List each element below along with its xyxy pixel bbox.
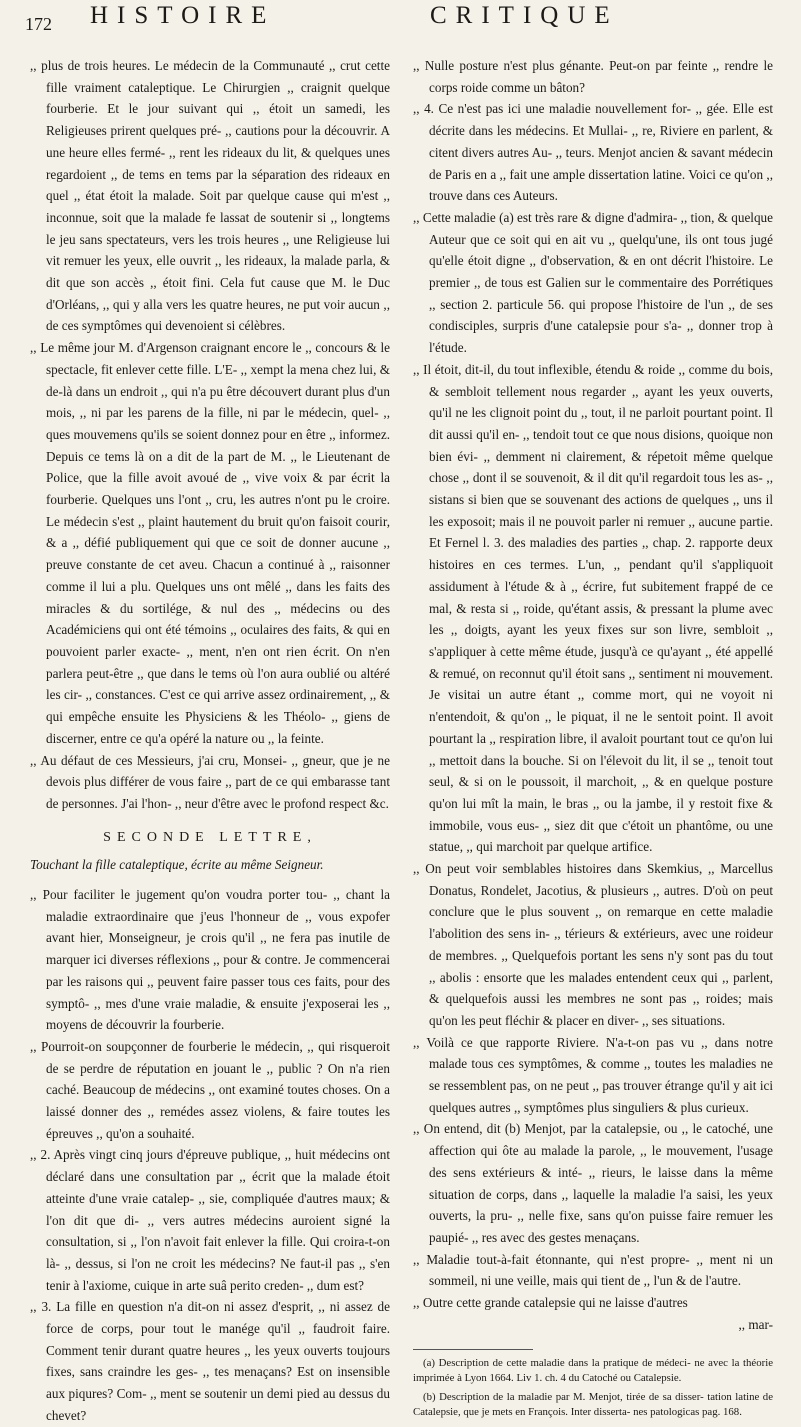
section-subtitle: Touchant la fille cataleptique, écrite au même Seigneur.	[30, 857, 324, 873]
paragraph: ,, Outre cette grande catalepsie qui ne laisse d'autres	[413, 1295, 688, 1311]
paragraph: ,, plus de trois heures. Le médecin de la Communauté ,, crut cette fille vraiment cataleptique. Le Chirurgien ,, craignit quelque fourberie. Et le jour suivant qui ,, étoit un samedi, les Religieuses prirent quelques pré- ,, cautions pour la découvrir. A une heure elles fermé- ,, rent les rideaux du lit, & quelques unes regardoient ,, de tems en tems par la séparation des rideaux en quel ,, état étoit la malade. Soit par quelque cause qui m'est ,, inconnue, soit que la malade fe lassat de soutenir si ,, longtems le jeu sans spectateurs, vers les trois heures ,, une Religieuse lui vit remuer les yeux, elle ouvrit ,, les rideaux, la malade parla, & dit que son accès ,, étoit fini. Cela fut cause que M. le Duc d'Orléans, ,, qui y alla vers les quatre heures, ne put voir aucun ,, de ces symptômes qui devenoient si célèbres.	[30, 58, 390, 334]
paragraph: ,, 2. Après vingt cinq jours d'épreuve publique, ,, huit médecins ont déclaré dans une consultation par ,, écrit que la malade étoit atteinte d'une vraie catalep- ,, sie, compliquée d'autres maux; & l'on dit que di- ,, vers autres médecins auroient signé la consultation, si ,, l'on n'avoit fait enlever la fille. Qui croira-t-on là- ,, dessus, si l'on ne croit les médecins? Ne faut-il pas ,, s'en tenir à l'axiome, cuique in arte suâ perito creden- ,, dum est?	[30, 1147, 390, 1293]
paragraph: ,, Cette maladie (a) est très rare & digne d'admira- ,, tion, & quelque Auteur que ce soit qui en ait vu ,, quelqu'une, ils ont tous jugé qu'elle étoit digne ,, d'observation, & en ont décrit l'histoire. Le premier ,, de tous est Galien sur le commentaire des Porrétiques ,, section 2. particule 56. qui propose l'histoire de l'un ,, de ses condisciples, surpris d'une catalepsie pour s'a- ,, donner trop à l'étude.	[413, 209, 773, 356]
page-number: 172	[25, 14, 52, 34]
section-title: SECONDE LETTRE,	[103, 829, 317, 845]
paragraph: ,, Voilà ce que rapporte Riviere. N'a-t-on pas vu ,, dans notre malade tous ces symptômes, & comme ,, toutes les maladies ne se ressemblent pas, on ne peut ,, pas trouver étrange qu'il y ait ici quelques autres ,, symptômes plus singuliers & plus curieux.	[413, 1034, 773, 1115]
paragraph: ,, Maladie tout-à-fait étonnante, qui n'est propre- ,, ment ni un sommeil, ni une veille, mais qui tient de ,, l'un & de l'autre.	[413, 1251, 773, 1289]
left-column	[30, 55, 390, 1427]
quotation-paragraph: ,, Il étoit, dit-il, du tout inflexible, étendu & roide ,, comme du bois, & sembloit tellement nous regarder ,, ayant les yeux ouverts, qu'il ne les clignoit point du ,, tout, il ne parloit pourtant point. Il dit aussi qu'il en- ,, tendoit tout ce que nous disions, quoique non bien évi- ,, demment ni clairement, & répetoit même quelque chose ,, dont il se souvenoit, & il dit qu'il regardoit tous les as- ,, sistans si bien que se souvenant des actions de quelques ,, uns il les exposoit; mais il ne pouvoit parler ni remuer ,, aucune partie. Et Fernel l. 3. des maladies des parties ,, chap. 2. rapporte deux histoires en ces termes. L'un, ,, pendant qu'il s'appliquoit assidument à l'étude & à ,, écrire, fut subitement frappé de ce mal, & resta si ,, roide, qu'étant assis, & pressant la plume avec les ,, doigts, ayant les yeux fixes sur son livre, sembloit ,, s'appliquer à cette même étude, jusqu'à ce qu'ayant ,, été appellé & remué, on reconnut qu'il étoit sans ,, sentiment ni mouvement. Je visitai un autre étant ,, comme mort, qui ne voyoit ni n'entendoit, & qu'on ,, le piquat, il ne le sentoit point. Il avoit pourtant la ,, respiration libre, il avaloit pourtant tout ce qu'on lui ,, mettoit dans la bouche. Si on l'élevoit du lit, il se ,, tenoit tout seul, & si on le poussoit, il marchoit, ,, & en quelque posture qu'on lui mît la main, le bras ,, ou la jambe, il y restoit fixe & immobile, vous eus- ,, siez dit que c'étoit un phantôme, ou une statue, ,, qui marchoit par quelque artifice.	[413, 361, 773, 855]
paragraph: ,, Le même jour M. d'Argenson craignant encore le ,, concours & le spectacle, fit enlever cette fille. L'E- ,, xempt la mena chez lui, & de-là dans un endroit ,, qui n'a pu être découvert durant plus d'un mois, ,, ni par les parens de la fille, ni par le médecin, quel- ,, ques mouvemens qu'ils se soient donnez pour en être ,, informez. Depuis ce tems là on a dit de la part de M. ,, le Lieutenant de Police, que la fille avoit avoué de ,, vive voix & par écrit la fourberie. Quelques uns l'ont ,, cru, les autres n'ont pu le croire. Le médecin s'est ,, plaint hautement du bruit qu'on faisoit courir, & a ,, défié publiquement qui que ce soit de donner aucune ,, preuve constante de cet aveu. Chacun a continué à ,, raisonner comme il lui a plu. Quelques uns ont mêlé ,, dans les faits des miracles & du sortilége, & nul des ,, médecins ou des Académiciens qui ont été témoins ,, oculaires des faits, & qui en pouvoient parler exacte- ,, ment, n'en ont rien écrit. On n'en parlera peut-être ,, que dans le tems où l'on aura oublié ou altéré les cir- ,, constances. C'est ce qui arrive assez ordinairement, ,, & qui empêche ensuite les Physiciens & les Théolo- ,, giens de discerner, entre ce qu'a opéré la nature ou ,, la feinte.	[30, 340, 390, 746]
footnote-a: (a) Description de cette maladie dans la pratique de médeci- ne avec la théorie imprimée à Lyon 1664. Liv 1. ch. 4 du Catoché ou Catalepsie.	[413, 1357, 773, 1385]
running-title-left: HISTOIRE	[90, 2, 276, 29]
paragraph: ,, Au défaut de ces Messieurs, j'ai cru, Monsei- ,, gneur, que je ne devois plus différer de vous faire ,, part de ce qui embarasse tant de personnes. J'ai l'hon- ,, neur d'être avec le profond respect &c.	[30, 752, 390, 811]
running-header	[20, 2, 790, 42]
paragraph: ,, Nulle posture n'est plus génante. Peut-on par feinte ,, rendre le corps roide comme un bâton?	[413, 58, 773, 95]
paragraph: ,, Pour faciliter le jugement qu'on voudra porter tou- ,, chant la maladie extraordinaire que j'eus l'honneur de ,, vous expofer avant hier, Monseigneur, je crois qu'il ,, ne fera pas inutile de marquer ici diverses réflexions ,, pour & contre. Je commencerai par les raisons qui ,, peuvent faire passer tous ces faits, pour des symptô- ,, mes d'une vraie maladie, & ensuite j'exposerai les ,, moyens de découvrir la fourberie.	[30, 887, 390, 1033]
paragraph: ,, 4. Ce n'est pas ici une maladie nouvellement for- ,, gée. Elle est décrite dans les médecins. Et Mullai- ,, re, Riviere en parlent, & citent divers autres Au- ,, teurs. Menjot ancien & savant médecin de Paris en a ,, fait une ample dissertation latine. Voici ce qu'on ,, trouve dans ces Auteurs.	[413, 101, 773, 204]
paragraph: ,, 3. La fille en question n'a dit-on ni assez d'esprit, ,, ni assez de force de corps, pour tout le manége qu'il ,, faudroit faire. Comment tenir durant quatre heures ,, les yeux ouverts toujours fixes, sans craindre les ges- ,, tes menaçans? Est on insensible aux piqures? Com- ,, ment se soutenir un demi pied au dessus du chevet?	[30, 1299, 390, 1423]
paragraph: ,, On peut voir semblables histoires dans Skemkius, ,, Marcellus Donatus, Rondelet, Jacotius, & plusieurs ,, autres. D'où on peut conclure que le plus souvent ,, on remarque en cette maladie l'abolition des sens in- ,, térieurs & extérieurs, avec une roideur de membres. ,, Quelquefois portant les sens n'y sont pas du tout ,, abolis : ensorte que les malades entendent ceux qui ,, parlent, & quelquefois aussi les membres ne sont pas ,, roides; mais qu'on les peut fléchir & placer en diver- ,, ses situations.	[413, 861, 773, 1028]
footnote-rule	[413, 1349, 533, 1350]
catchword: ,, mar-	[738, 1316, 773, 1332]
paragraph: ,, Pourroit-on soupçonner de fourberie le médecin, ,, qui risqueroit de se perdre de réputation en jouant le ,, public ? On n'a rien caché. Beaucoup de médecins ,, ont examiné toutes choses. On a laissé donner des ,, remédes assez violens, & faire toutes les épreuves ,, qu'on a souhaité.	[30, 1038, 390, 1141]
footnote-b: (b) Description de la maladie par M. Menjot, tirée de sa disser- tation latine de Catalepsie, que je mets en François. Inter disserta- nes patologicas pag. 168.	[413, 1391, 773, 1419]
paragraph: ,, On entend, dit (b) Menjot, par la catalepsie, ou ,, le catoché, une affection qui ôte au malade la parole, ,, le mouvement, l'usage des sens extérieurs & inté- ,, rieurs, le laisse dans la même situation de corps, dans ,, laquelle la maladie l'a saisi, les yeux ouverts, la pru- ,, nelle fixe, sans qu'on puisse faire remuer les paupié- ,, res avec des gestes menaçans.	[413, 1121, 773, 1245]
running-title-right: CRITIQUE	[430, 2, 619, 29]
right-column	[413, 55, 773, 1420]
